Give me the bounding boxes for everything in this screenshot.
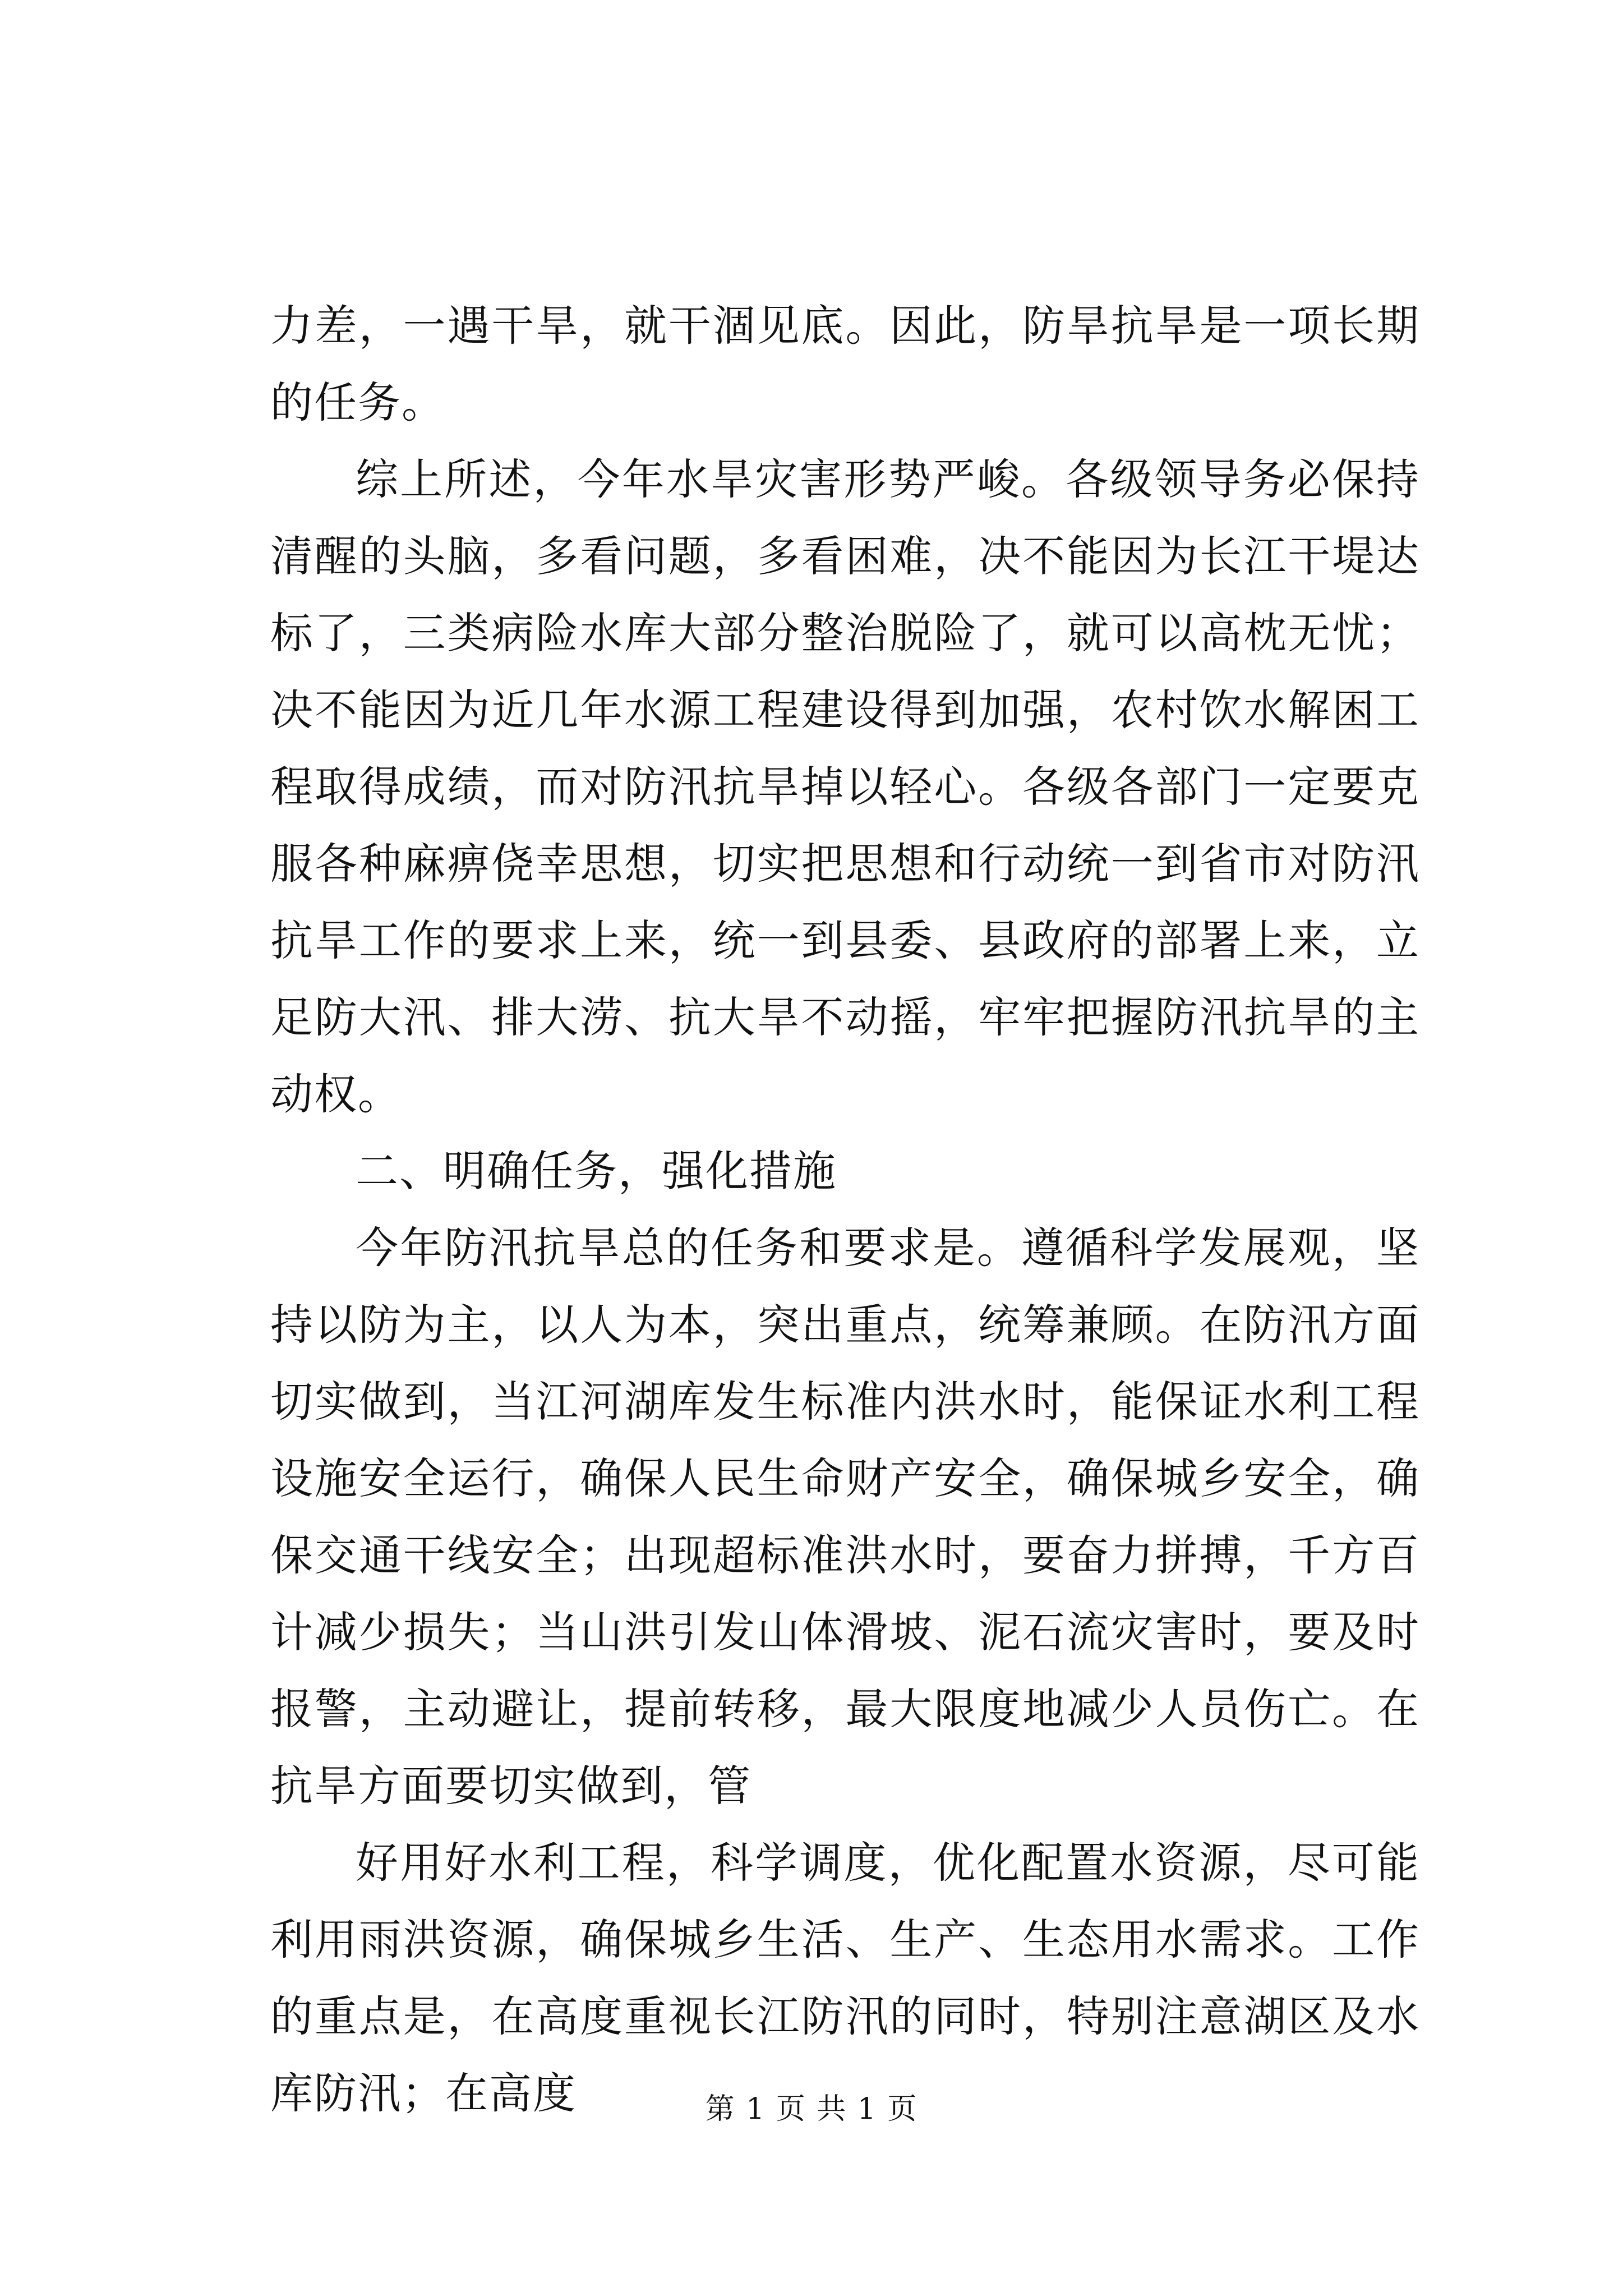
paragraph-continued-drought-task: 力差，一遇干旱，就干涸见底。因此，防旱抗旱是一项长期的任务。 — [270, 301, 1420, 427]
document-body — [270, 287, 1420, 2132]
page-footer: 第 1 页 共 1 页 — [705, 2092, 918, 2126]
section-heading-tasks-measures: 二、明确任务，强化措施 — [356, 1146, 837, 1196]
paragraph-task-requirements: 今年防汛抗旱总的任务和要求是。遵循科学发展观，坚持以防为主，以人为本，突出重点，统筹兼顾。在防汛方面切实做到，当江河湖库发生标准内洪水时，能保证水利工程设施安全运行，确保人民生命财产安全，确保城乡安全，确保交通干线安全；出现超标准洪水时，要奋力拼搏，千方百计减少损失；当山洪引发山体滑坡、泥石流灾害时，要及时报警，主动避让，提前转移，最大限度地减少人员伤亡。在抗旱方面要切实做到，管 — [270, 1223, 1420, 1811]
paragraph-water-resource-management: 好用好水利工程，科学调度，优化配置水资源，尽可能利用雨洪资源，确保城乡生活、生产、生态用水需求。工作的重点是，在高度重视长江防汛的同时，特别注意湖区及水库防汛；在高度 — [270, 1838, 1420, 2118]
paragraph-situation-summary: 综上所述，今年水旱灾害形势严峻。各级领导务必保持清醒的头脑，多看问题，多看困难，决不能因为长江干堤达标了，三类病险水库大部分整治脱险了，就可以高枕无忧；决不能因为近几年水源工程建设得到加强，农村饮水解困工程取得成绩，而对防汛抗旱掉以轻心。各级各部门一定要克服各种麻痹侥幸思想，切实把思想和行动统一到省市对防汛抗旱工作的要求上来，统一到县委、县政府的部署上来，立足防大汛、排大涝、抗大旱不动摇，牢牢把握防汛抗旱的主动权。 — [270, 454, 1420, 1119]
